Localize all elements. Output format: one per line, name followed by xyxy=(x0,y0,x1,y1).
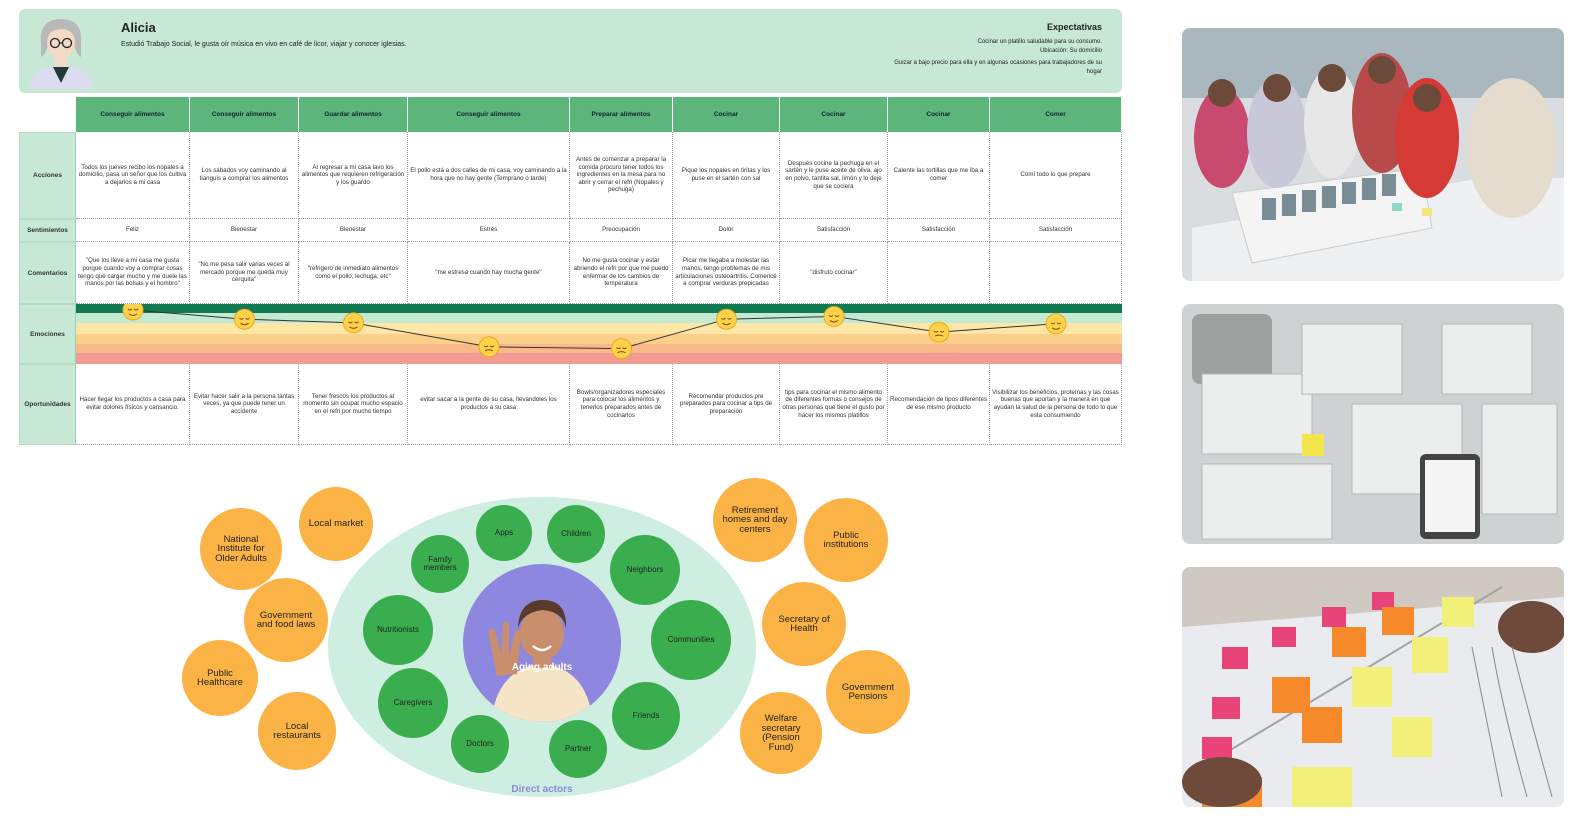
emotion-face xyxy=(479,337,499,357)
workshop-photo-1 xyxy=(1182,28,1564,281)
acciones-cell: Después cocine la pechuga en el sartén y le puse aceite de oliva, ajo en polvo, tantita sal, limón y lo deje que se cociera xyxy=(780,132,888,219)
actors-ecosystem xyxy=(0,470,1000,824)
row-label: Acciones xyxy=(19,132,76,219)
oportunidades-cell: Recomendar productos pre preparados para cocinar a tips de preparación xyxy=(673,364,780,445)
aging-adult-photo xyxy=(463,564,621,722)
direct-actor-bubble: Friends xyxy=(612,682,680,750)
indirect-actor-bubble: Secretary of Health xyxy=(762,582,846,666)
stage-header: Conseguir alimentos xyxy=(76,97,190,132)
emotion-band xyxy=(76,323,1122,334)
journey-map xyxy=(19,97,1122,447)
acciones-cell: El pollo está a dos calles de mi casa, voy caminando a la hora que no hay gente (Temprano o tarde) xyxy=(408,132,570,219)
indirect-actor-bubble: Local market xyxy=(299,487,373,561)
oportunidades-cell: Recomendación de tipos diferentes de ese mismo producto xyxy=(888,364,990,445)
oportunidades-cell: Visibilizar los beneficios, proteínas y las cosas buenas que aportan y la manera en que ayudan la salud de la persona de todo lo que esta consumiendo xyxy=(990,364,1122,445)
expectations-list xyxy=(882,38,1102,80)
center-circle xyxy=(463,564,621,722)
persona-description: Estudió Trabajo Social, le gusta oír música en vivo en café de licor, viajar y conocer iglesias. xyxy=(121,41,407,48)
comentarios-cell: Picar me llegaba a molestar las manos, tengo problemas de mis articulaciones osteoartritis. Comencé a comprar verduras prepicadas xyxy=(673,242,780,304)
sentimientos-cell: Preocupación xyxy=(570,219,673,242)
stage-header: Conseguir alimentos xyxy=(190,97,299,132)
oportunidades-cell: Hacer llegar los productos a casa para evitar dolores físicos y cansancio. xyxy=(76,364,190,445)
persona-avatar xyxy=(25,13,97,89)
direct-actor-bubble: Caregivers xyxy=(378,668,448,738)
sentimientos-cell: Bienestar xyxy=(299,219,408,242)
indirect-actor-bubble: Government and food laws xyxy=(244,578,328,662)
comentarios-cell: "disfruto cocinar" xyxy=(780,242,888,304)
stage-header: Cocinar xyxy=(673,97,780,132)
sentimientos-cell: Dolor xyxy=(673,219,780,242)
stage-header: Cocinar xyxy=(780,97,888,132)
emotion-face xyxy=(717,309,737,329)
stage-header: Comer xyxy=(990,97,1122,132)
sentimientos-cell: Satisfacción xyxy=(780,219,888,242)
persona-header xyxy=(19,9,1122,93)
direct-actor-bubble: Nutritionists xyxy=(363,595,433,665)
stage-header: Guardar alimentos xyxy=(299,97,408,132)
emotion-face xyxy=(344,313,364,333)
emotion-face xyxy=(123,304,143,320)
acciones-cell: Pique los nopales en tiritas y los puse en el sartén con sal xyxy=(673,132,780,219)
acciones-cell: Al regresar a mi casa lavo los alimentos que requieren refrigeración y los guardo xyxy=(299,132,408,219)
emotion-band xyxy=(76,353,1122,364)
acciones-cell: Todos los jueves recibo los nopales a domicilio, pasa un señor que los cultiva a dejarlos a mi casa xyxy=(76,132,190,219)
emotion-curve xyxy=(76,304,1122,364)
comentarios-cell: No me gusta cocinar y estar abriendo el refri por que me puedo enfermar de los cambios de temperatura xyxy=(570,242,673,304)
emotion-face xyxy=(612,339,632,359)
indirect-actor-bubble: Local restaurants xyxy=(258,692,336,770)
comentarios-cell xyxy=(888,242,990,304)
row-label: Comentarios xyxy=(19,242,76,304)
indirect-actor-bubble: Retirement homes and day centers xyxy=(713,478,797,562)
indirect-actor-bubble: National Institute for Older Adults xyxy=(200,508,282,590)
oportunidades-cell: Tener frescos los productos al momento sin ocupar mucho espacio en el refri por mucho tiempo xyxy=(299,364,408,445)
indirect-actor-bubble: Welfare secretary (Pension Fund) xyxy=(740,692,822,774)
sentimientos-cell: Bienestar xyxy=(190,219,299,242)
persona-name: Alicia xyxy=(121,20,156,35)
center-label: Aging adults xyxy=(511,662,573,673)
direct-actor-bubble: Communities xyxy=(651,600,731,680)
row-label: Sentimientos xyxy=(19,219,76,242)
sentimientos-cell: Satisfacción xyxy=(990,219,1122,242)
emotion-band xyxy=(76,334,1122,344)
expectation-item: Ubicación: Su domicilio xyxy=(1039,47,1102,54)
indirect-actor-bubble: Public Healthcare xyxy=(182,640,258,716)
direct-actor-bubble: Partner xyxy=(549,720,607,778)
direct-actor-bubble: Doctors xyxy=(451,715,509,773)
stage-header: Conseguir alimentos xyxy=(408,97,570,132)
acciones-cell: Los sábados voy caminando al tianguis a comprar los alimentos xyxy=(190,132,299,219)
expectations-title: Expectativas xyxy=(1046,22,1102,32)
comentarios-cell: "No me pesa salir varias veces al mercado porque me queda muy cerquita" xyxy=(190,242,299,304)
acciones-cell: Comí todo lo que prepare xyxy=(990,132,1122,219)
workshop-photo-3 xyxy=(1182,567,1564,807)
oportunidades-cell: Bowls/organizadores especiales para colocar los alimentos y tenerlos preparados antes de cocinarlos xyxy=(570,364,673,445)
row-label: Emociones xyxy=(19,304,76,364)
emotion-face xyxy=(929,322,949,342)
oportunidades-cell: Evitar hacer salir a la persona tantas veces, ya que puede tener un accidente xyxy=(190,364,299,445)
emotion-band xyxy=(76,304,1122,313)
ring-label: Direct actors xyxy=(511,784,573,795)
workshop-photo-2 xyxy=(1182,304,1564,544)
comentarios-cell: "Que los lleve a mi casa me gusta porque cuando voy a comprar cosas tengo que cargar mucho y me duele las manos por las bolsas y el hombro" xyxy=(76,242,190,304)
oportunidades-cell: tips para cocinar el mismo alimento de diferentes formas o consejos de otras personas que tiene el gusto por hacer los mismos platillos xyxy=(780,364,888,445)
comentarios-cell: "refrigero de inmediato alimentos como el pollo, lechuga, etc" xyxy=(299,242,408,304)
emotion-face xyxy=(235,309,255,329)
comentarios-cell xyxy=(990,242,1122,304)
direct-actor-bubble: Family members xyxy=(411,535,469,593)
comentarios-cell: "me estresa cuando hay mucha gente" xyxy=(408,242,570,304)
sentimientos-cell: Feliz xyxy=(76,219,190,242)
stage-header: Cocinar xyxy=(888,97,990,132)
sentimientos-cell: Estrés xyxy=(408,219,570,242)
direct-actor-bubble: Neighbors xyxy=(610,535,680,605)
row-label: Oportunidades xyxy=(19,364,76,445)
direct-actor-bubble: Children xyxy=(547,505,605,563)
expectation-item: Guizar a bajo precio para ella y en algunas ocasiones para trabajadores de su hogar xyxy=(894,60,1102,75)
acciones-cell: Antes de comenzar a preparar la comida procuro tener todos los ingredientes en la mesa para no abrir y cerrar el refri (Nopales y pechuga) xyxy=(570,132,673,219)
sentimientos-cell: Satisfacción xyxy=(888,219,990,242)
indirect-actor-bubble: Government Pensions xyxy=(826,650,910,734)
direct-actor-bubble: Apps xyxy=(476,505,532,561)
emotion-face xyxy=(1046,314,1066,334)
expectation-item: Cocinar un platillo saludable para su consumo. xyxy=(977,39,1102,45)
oportunidades-cell: evitar sacar a la gente de su casa, llevandoles los productos a su casa xyxy=(408,364,570,445)
indirect-actor-bubble: Public institutions xyxy=(804,498,888,582)
stage-header: Preparar alimentos xyxy=(570,97,673,132)
emotion-face xyxy=(824,306,844,326)
acciones-cell: Calente las tortillas que me iba a comer xyxy=(888,132,990,219)
